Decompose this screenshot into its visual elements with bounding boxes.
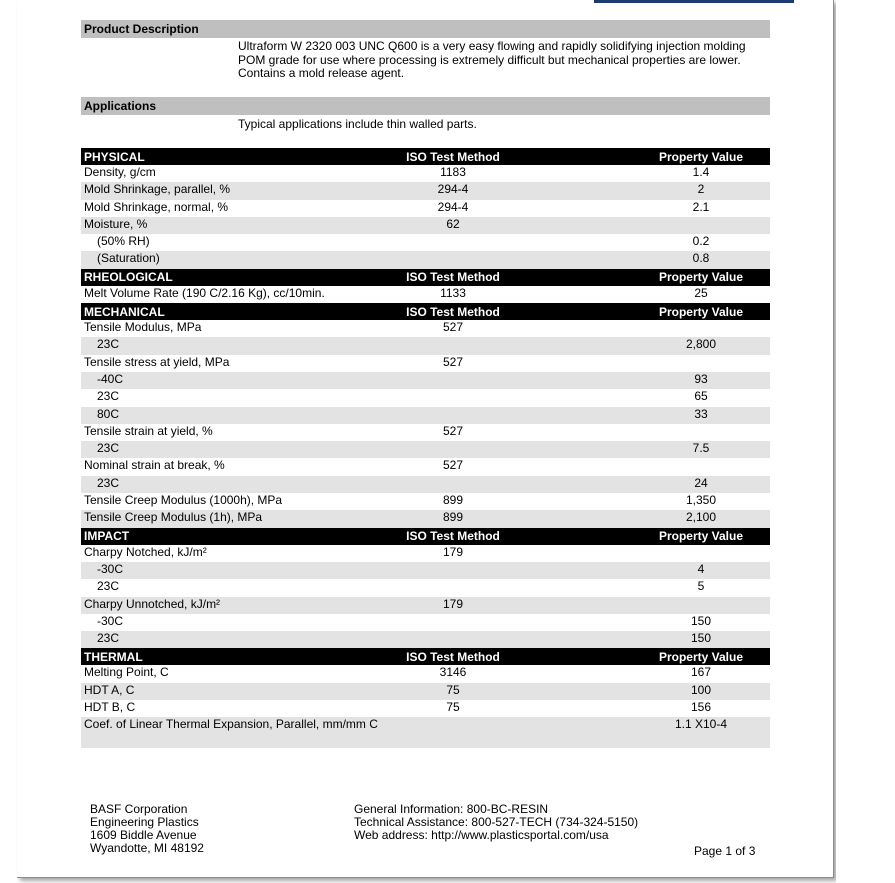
property-value: Property Value xyxy=(510,269,770,286)
property-name: -40C xyxy=(81,372,396,389)
property-name: (50% RH) xyxy=(97,234,150,249)
property-name: -30C xyxy=(81,562,396,579)
property-name: HDT B, C xyxy=(84,700,136,715)
property-value: 4 xyxy=(510,562,770,579)
web-address: Web address: http://www.plasticsportal.com/usa xyxy=(354,828,609,842)
property-name: Mold Shrinkage, parallel, % xyxy=(81,182,396,199)
property-name: 23C xyxy=(81,631,396,648)
property-name: Tensile strain at yield, % xyxy=(84,423,213,438)
test-method: 75 xyxy=(396,683,510,700)
property-name: Charpy Notched, kJ/m² xyxy=(84,544,207,559)
product-description-text: Ultraform W 2320 003 UNC Q600 is a very easy flowing and rapidly solidifying injection molding POM grade for use where processing is extremely difficult but mechanical properties are lower. Contains a mold release agent. xyxy=(238,39,746,80)
property-name: Tensile Modulus, MPa xyxy=(84,320,202,335)
technical-assistance: Technical Assistance: 800-527-TECH (734-324-5150) xyxy=(354,815,639,829)
table-row xyxy=(81,389,770,406)
test-method: 1183 xyxy=(440,165,466,179)
table-row xyxy=(81,476,770,493)
test-method: ISO Test Method xyxy=(396,648,510,665)
property-value: 2,100 xyxy=(510,510,770,527)
property-value xyxy=(510,320,770,337)
company-address xyxy=(90,803,204,855)
test-method xyxy=(396,614,510,631)
section-header-row xyxy=(81,148,770,165)
property-value xyxy=(510,597,770,614)
property-name: PHYSICAL xyxy=(81,148,396,165)
property-name: Melt Volume Rate (190 C/2.16 Kg), cc/10min. xyxy=(84,285,325,300)
table-row xyxy=(81,320,770,337)
test-method: 527 xyxy=(442,354,464,369)
company-city: Wyandotte, MI 48192 xyxy=(90,841,204,855)
property-value: 150 xyxy=(690,613,712,628)
table-row xyxy=(81,493,770,510)
test-method: 527 xyxy=(442,458,464,473)
property-value: 1.4 xyxy=(692,165,710,179)
test-method: ISO Test Method xyxy=(396,303,510,320)
property-name: Moisture, % xyxy=(81,217,396,234)
table-row xyxy=(81,597,770,614)
section-header-row xyxy=(81,648,770,665)
test-method xyxy=(396,562,510,579)
test-method: 294-4 xyxy=(437,199,469,214)
test-method xyxy=(396,407,510,424)
test-method xyxy=(396,234,510,251)
test-method xyxy=(396,337,510,354)
section-header-row xyxy=(81,269,770,286)
company-street: 1609 Biddle Avenue xyxy=(90,828,197,842)
property-name: Melting Point, C xyxy=(84,665,169,680)
test-method: 527 xyxy=(442,423,464,438)
table-row xyxy=(81,700,770,717)
property-name: Coef. of Linear Thermal Expansion, Parallel, mm/mm C xyxy=(81,717,396,748)
property-value xyxy=(510,355,770,372)
table-row xyxy=(81,579,770,596)
property-name: 23C xyxy=(97,579,120,594)
property-name: Tensile stress at yield, MPa xyxy=(84,354,230,369)
property-value: Property Value xyxy=(510,303,770,320)
table-row xyxy=(81,251,770,268)
property-name: MECHANICAL xyxy=(81,303,396,320)
property-value: 156 xyxy=(690,700,712,715)
property-name: HDT A, C xyxy=(81,683,396,700)
table-row xyxy=(81,458,770,475)
property-name: 23C xyxy=(97,389,120,404)
product-description-heading: Product Description xyxy=(81,20,770,38)
table-row xyxy=(81,683,770,700)
property-value: 0.8 xyxy=(510,251,770,268)
test-method: 62 xyxy=(396,217,510,234)
table-row xyxy=(81,407,770,424)
table-row xyxy=(81,424,770,441)
property-value: Property Value xyxy=(510,528,770,545)
company-division: Engineering Plastics xyxy=(90,815,199,829)
property-value: 93 xyxy=(510,372,770,389)
property-value xyxy=(510,545,770,562)
property-value: 33 xyxy=(510,407,770,424)
test-method xyxy=(396,476,510,493)
test-method xyxy=(396,717,510,748)
property-value xyxy=(510,458,770,475)
table-row xyxy=(81,200,770,217)
viewer-right-margin xyxy=(836,0,895,883)
test-method: 527 xyxy=(442,320,464,335)
property-value: 1,350 xyxy=(685,493,717,508)
property-name: Charpy Unnotched, kJ/m² xyxy=(81,597,396,614)
property-name: 80C xyxy=(81,407,396,424)
table-row xyxy=(81,286,770,303)
test-method xyxy=(396,631,510,648)
section-header-row xyxy=(81,303,770,320)
property-name: IMPACT xyxy=(81,528,396,545)
table-row xyxy=(81,372,770,389)
property-name: RHEOLOGICAL xyxy=(81,269,396,286)
top-accent-bar xyxy=(594,0,794,3)
table-row xyxy=(81,217,770,234)
property-name: 23C xyxy=(81,441,396,458)
table-row xyxy=(81,545,770,562)
property-value: 24 xyxy=(510,476,770,493)
test-method xyxy=(396,251,510,268)
property-value: Property Value xyxy=(510,648,770,665)
property-value xyxy=(510,424,770,441)
applications-heading: Applications xyxy=(81,97,770,115)
property-value: Property Value xyxy=(510,148,770,165)
property-value xyxy=(510,217,770,234)
general-information: General Information: 800-BC-RESIN xyxy=(354,802,549,816)
table-row xyxy=(81,441,770,458)
test-method xyxy=(396,389,510,406)
property-name: 23C xyxy=(81,476,396,493)
test-method: 75 xyxy=(446,700,460,715)
property-value: 2.1 xyxy=(692,199,710,214)
test-method: 179 xyxy=(396,597,510,614)
table-row xyxy=(81,717,770,748)
properties-table-body xyxy=(81,148,770,748)
company-name: BASF Corporation xyxy=(90,802,188,816)
test-method: ISO Test Method xyxy=(396,269,510,286)
table-row xyxy=(81,165,770,182)
property-value: 0.2 xyxy=(692,234,710,249)
property-name: Nominal strain at break, % xyxy=(84,458,225,473)
table-row xyxy=(81,234,770,251)
test-method xyxy=(396,372,510,389)
property-name: Density, g/cm xyxy=(84,165,156,179)
test-method: 294-4 xyxy=(396,182,510,199)
property-name: (Saturation) xyxy=(81,251,396,268)
property-name: THERMAL xyxy=(81,648,396,665)
test-method: 179 xyxy=(442,544,464,559)
property-value: 1.1 X10-4 xyxy=(510,717,770,748)
table-row xyxy=(81,562,770,579)
section-header-row xyxy=(81,528,770,545)
property-value: 65 xyxy=(694,389,708,404)
property-value: 2,800 xyxy=(510,337,770,354)
property-value: 7.5 xyxy=(510,441,770,458)
property-name: Tensile Creep Modulus (1h), MPa xyxy=(81,510,396,527)
test-method: 3146 xyxy=(439,665,467,680)
table-row xyxy=(81,510,770,527)
table-row xyxy=(81,614,770,631)
property-name: -30C xyxy=(97,613,124,628)
table-row xyxy=(81,665,770,682)
table-row xyxy=(81,337,770,354)
test-method xyxy=(396,441,510,458)
table-row xyxy=(81,355,770,372)
table-row xyxy=(81,631,770,648)
property-value: 2 xyxy=(510,182,770,199)
property-value: 150 xyxy=(510,631,770,648)
test-method xyxy=(396,579,510,596)
applications-text: Typical applications include thin walled parts. xyxy=(238,117,477,131)
test-method: ISO Test Method xyxy=(396,528,510,545)
test-method: 899 xyxy=(396,510,510,527)
property-value: 25 xyxy=(694,285,708,300)
test-method: 899 xyxy=(442,493,464,508)
property-name: Mold Shrinkage, normal, % xyxy=(84,199,229,214)
property-value: 167 xyxy=(690,665,712,680)
properties-table xyxy=(81,148,770,748)
test-method: 1133 xyxy=(440,285,466,300)
contact-info xyxy=(354,803,638,842)
property-value: 100 xyxy=(510,683,770,700)
property-name: 23C xyxy=(81,337,396,354)
property-value: 5 xyxy=(697,579,705,594)
table-row xyxy=(81,182,770,199)
test-method: ISO Test Method xyxy=(396,148,510,165)
page-number: Page 1 of 3 xyxy=(694,844,756,858)
property-name: Tensile Creep Modulus (1000h), MPa xyxy=(84,493,283,508)
